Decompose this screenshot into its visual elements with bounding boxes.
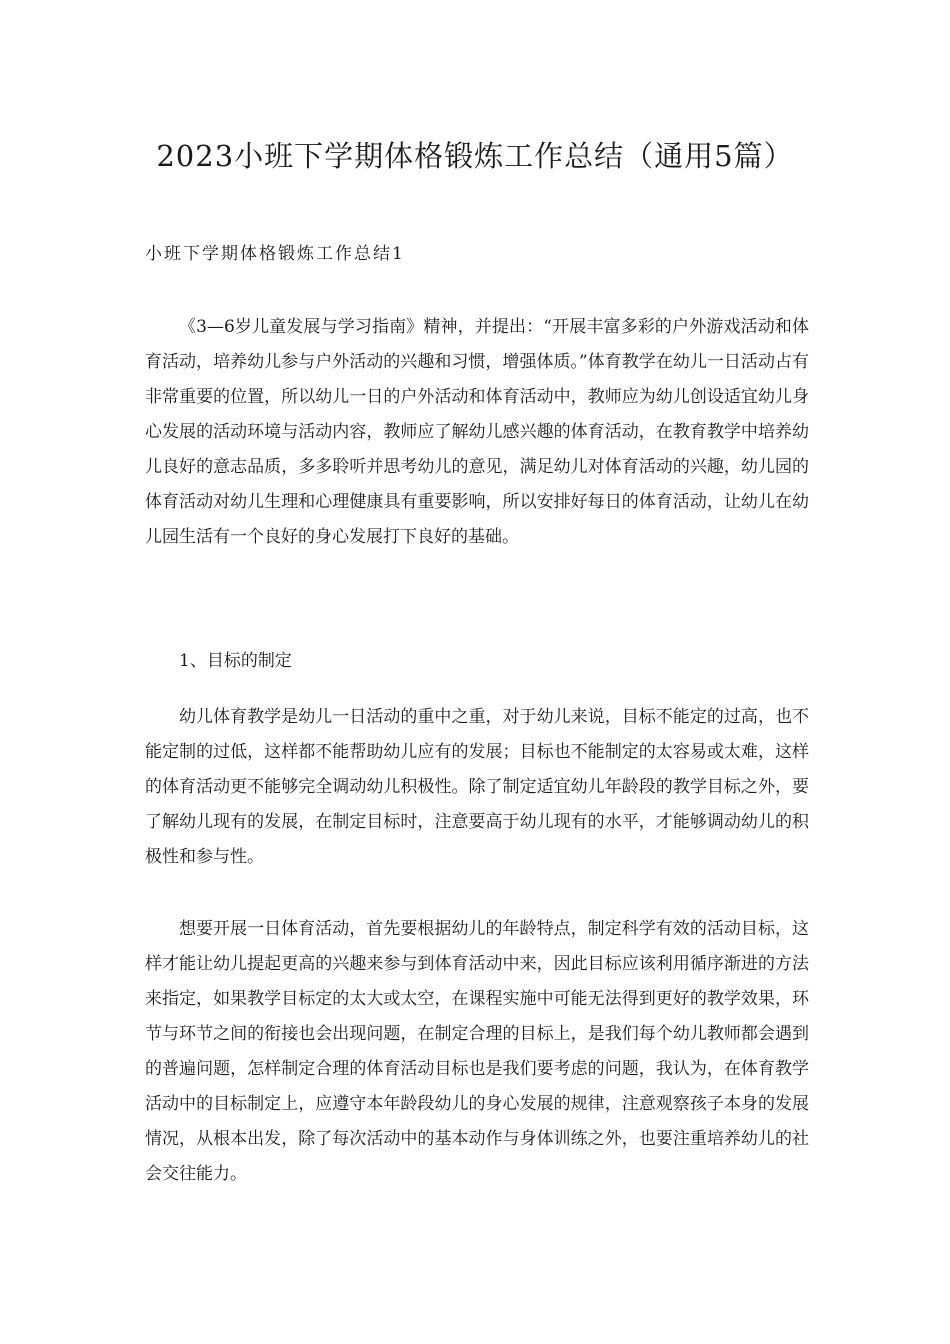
section-heading: 小班下学期体格锻炼工作总结1 [145,244,405,264]
body-paragraph: 想要开展一日体育活动，首先要根据幼儿的年龄特点，制定科学有效的活动目标，这样才能让幼儿提起更高的兴趣来参与到体育活动中来，因此目标应该利用循序渐进的方法来指定，如果教学目标定的太大或太空，在课程实施中可能无法得到更好的教学效果，环节与环节之间的衔接也会出现问题，在制定合理的目标上，是我们每个幼儿教师都会遇到的普遍问题，怎样制定合理的体育活动目标也是我们要考虑的问题，我认为，在体育教学活动中的目标制定上，应遵守本年龄段幼儿的身心发展的规律，注意观察孩子本身的发展情况，从根本出发，除了每次活动中的基本动作与身体训练之外，也要注重培养幼儿的社会交往能力。 [145,919,809,1184]
numbered-heading: 1、目标的制定 [179,651,292,671]
body-paragraph: 《3—6岁儿童发展与学习指南》精神，并提出：“开展丰富多彩的户外游戏活动和体育活动，培养幼儿参与户外活动的兴趣和习惯，增强体质。”体育教学在幼儿一日活动占有非常重要的位置，所以幼儿一日的户外活动和体育活动中，教师应为幼儿创设适宜幼儿身心发展的活动环境与活动内容，教师应了解幼儿感兴趣的体育活动，在教育教学中培养幼儿良好的意志品质，多多聆听并思考幼儿的意见，满足幼儿对体育活动的兴趣，幼儿园的体育活动对幼儿生理和心理健康具有重要影响，所以安排好每日的体育活动，让幼儿在幼儿园生活有一个良好的身心发展打下良好的基础。 [145,317,809,547]
body-paragraph: 幼儿体育教学是幼儿一日活动的重中之重，对于幼儿来说，目标不能定的过高，也不能定制的过低，这样都不能帮助幼儿应有的发展；目标也不能制定的太容易或太难，这样的体育活动更不能够完全调动幼儿积极性。除了制定适宜幼儿年龄段的教学目标之外，要了解幼儿现有的发展，在制定目标时，注意要高于幼儿现有的水平，才能够调动幼儿的积极性和参与性。 [145,707,809,867]
document-title: 2023小班下学期体格锻炼工作总结（通用5篇） [156,139,794,173]
